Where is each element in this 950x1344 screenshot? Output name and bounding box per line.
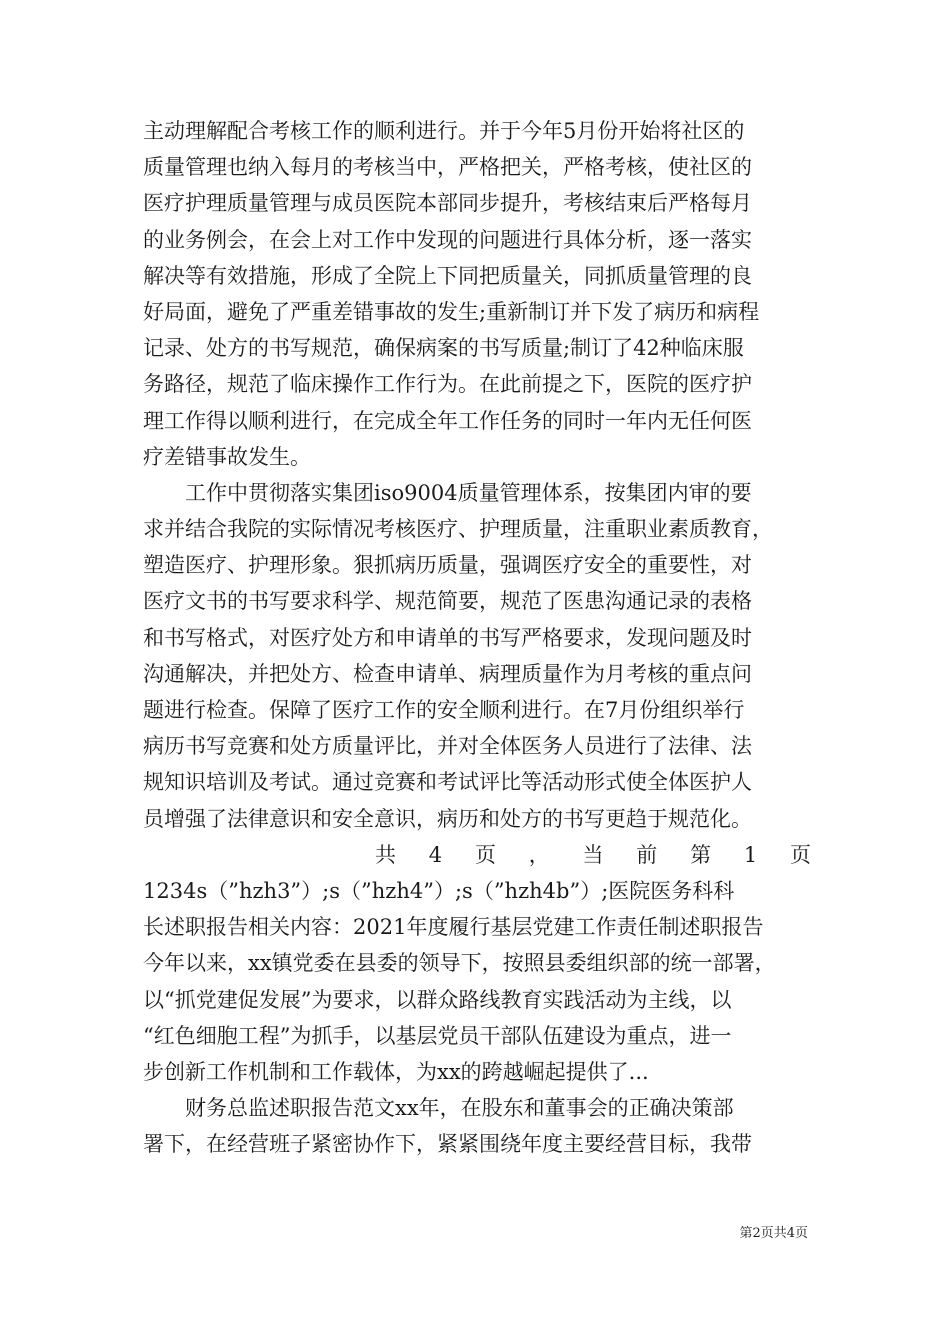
text-line: 求并结合我院的实际情况考核医疗、护理质量，注重职业素质教育， [143,517,773,542]
text-line: 的业务例会，在会上对工作中发现的问题进行具体分析，逐一落实 [143,227,752,252]
text-line: 署下，在经营班子紧密协作下，紧紧围绕年度主要经营目标，我带 [143,1132,752,1157]
text-line: 题进行检查。保障了医疗工作的安全顺利进行。在7月份组织举行 [143,698,745,722]
page-counter-char: 当 [582,842,604,867]
text-line: 务路径，规范了临床操作工作行为。在此前提之下，医院的医疗护 [143,372,752,397]
page-counter-char: ， [528,842,550,867]
page-counter-char: 1 [743,842,758,867]
text-line: 解决等有效措施，形成了全院上下同把质量关，同抓质量管理的良 [143,263,752,288]
page-counter-char: 第 [690,842,712,867]
text-line: 塑造医疗、护理形象。狠抓病历质量，强调医疗安全的重要性，对 [143,553,752,578]
text-line: 疗差错事故发生。 [143,444,311,469]
text-line: “红色细胞工程”为抓手，以基层党员干部队伍建设为重点，进一 [143,1023,732,1048]
text-line: 主动理解配合考核工作的顺利进行。并于今年5月份开始将社区的 [143,119,745,143]
page-footer: 第2页共4页 [739,1226,808,1241]
text-line: 记录、处方的书写规范，确保病案的书写质量;制订了42种临床服 [143,336,744,361]
document-body [143,113,811,1162]
text-line: 今年以来，xx镇党委在县委的领导下，按照县委组织部的统一部署， [143,951,776,976]
text-line: 长述职报告相关内容：2021年度履行基层党建工作责任制述职报告 [143,915,764,940]
page-counter-char: 页 [790,842,811,867]
page-counter-char: 页 [474,842,496,867]
text-line: 质量管理也纳入每月的考核当中，严格把关，严格考核，使社区的 [143,155,752,180]
text-line: 沟通解决，并把处方、检查申请单、病理质量作为月考核的重点问 [143,661,752,686]
page-counter-char: 前 [636,842,658,867]
text-line: 工作中贯彻落实集团iso9004质量管理体系，按集团内审的要 [185,480,752,505]
text-line: 1234s（”hzh3”）;s（”hzh4”）;s（”hzh4b”）;医院医务科科 [143,878,735,903]
text-line: 员增强了法律意识和安全意识，病历和处方的书写更趋于规范化。 [143,806,752,831]
text-line: 理工作得以顺利进行，在完成全年工作任务的同时一年内无任何医 [143,408,752,433]
page-counter [143,837,811,873]
text-line: 步创新工作机制和工作载体，为xx的跨越崛起提供了... [143,1059,649,1084]
text-line: 病历书写竞赛和处方质量评比，并对全体医务人员进行了法律、法 [143,734,752,759]
page-counter-char: 4 [428,842,443,867]
text-line: 和书写格式，对医疗处方和申请单的书写严格要求，发现问题及时 [143,625,752,650]
text-line: 以“抓党建促发展”为要求，以群众路线教育实践活动为主线，以 [143,987,732,1012]
text-line: 医疗护理质量管理与成员医院本部同步提升，考核结束后严格每月 [143,191,752,216]
text-line: 好局面，避免了严重差错事故的发生;重新制订并下发了病历和病程 [143,299,760,324]
text-line: 医疗文书的书写要求科学、规范简要，规范了医患沟通记录的表格 [143,589,752,614]
page-counter-char: 共 [375,842,396,867]
text-line: 规知识培训及考试。通过竞赛和考试评比等活动形式使全体医护人 [143,770,752,795]
text-line: 财务总监述职报告范文xx年，在股东和董事会的正确决策部 [185,1096,734,1121]
